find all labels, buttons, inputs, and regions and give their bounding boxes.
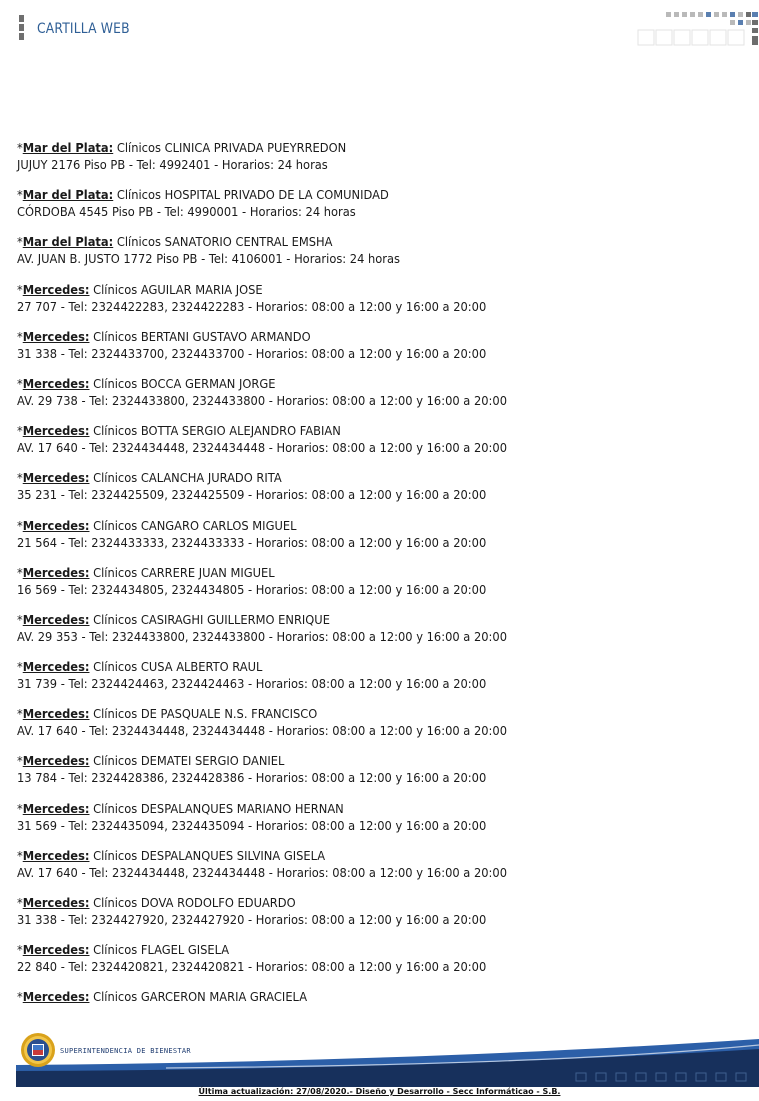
provider-heading — [17, 989, 694, 1006]
last-update-note: Última actualización: 27/08/2020.- Diseño y Desarrollo - Secc Informáticao - S.B. — [198, 1087, 561, 1096]
provider-address: 13 784 — [17, 771, 58, 786]
provider-heading — [17, 376, 694, 393]
provider-address: 31 338 — [17, 913, 58, 927]
provider-heading — [17, 423, 694, 440]
entry-marker: * — [17, 235, 23, 250]
provider-entry — [17, 282, 694, 316]
provider-address: 31 569 — [17, 818, 58, 833]
provider-entry — [17, 895, 694, 929]
provider-name: DESPALANQUES SILVINA GISELA — [140, 848, 326, 863]
provider-entry — [17, 234, 694, 268]
specialty: Clínicos — [116, 235, 161, 250]
provider-list — [17, 140, 737, 1020]
entry-marker: * — [17, 801, 23, 816]
provider-details: Tel: 2324422283, 2324422283 - Horarios: 08:00 a 12:00 y 16:00 a 20:00 — [68, 299, 487, 314]
entry-marker: * — [17, 282, 23, 297]
specialty: Clínicos — [93, 707, 138, 722]
specialty: Clínicos — [93, 754, 138, 769]
entry-marker: * — [17, 943, 23, 958]
provider-heading — [17, 565, 694, 582]
provider-entry — [17, 942, 694, 976]
provider-heading — [17, 282, 694, 299]
provider-name: BOCCA GERMAN JORGE — [140, 376, 276, 391]
organization-name: SUPERINTENDENCIA DE BIENESTAR — [60, 1047, 191, 1055]
provider-address: AV. 17 640 — [17, 441, 78, 456]
city-label: Mercedes: — [22, 990, 90, 1005]
specialty: Clínicos — [93, 376, 138, 391]
provider-address: 31 739 — [17, 677, 58, 692]
entry-marker: * — [17, 141, 23, 155]
provider-entry — [17, 187, 694, 221]
specialty: Clínicos — [116, 188, 161, 203]
provider-address: AV. 29 738 — [17, 393, 78, 408]
page-title: CARTILLA WEB — [37, 21, 130, 37]
provider-name: GARCERON MARIA GRACIELA — [140, 990, 308, 1005]
entry-marker: * — [17, 518, 23, 533]
specialty: Clínicos — [93, 282, 138, 297]
provider-entry — [17, 801, 694, 835]
provider-heading — [17, 518, 694, 535]
city-label: Mar del Plata: — [22, 188, 114, 203]
provider-name: BOTTA SERGIO ALEJANDRO FABIAN — [140, 424, 341, 439]
specialty: Clínicos — [93, 424, 138, 439]
city-label: Mercedes: — [22, 565, 90, 580]
provider-contact: 31 569 - Tel: 2324435094, 2324435094 - Horarios: 08:00 a 12:00 y 16:00 a 20:00 — [17, 818, 487, 833]
header-bar-icon — [19, 15, 24, 22]
provider-details: Tel: 4992401 - Horarios: 24 horas — [136, 158, 328, 172]
city-label: Mercedes: — [22, 471, 90, 486]
provider-contact: AV. 17 640 - Tel: 2324434448, 2324434448 - Horarios: 08:00 a 12:00 y 16:00 a 20:00 — [17, 865, 507, 880]
provider-entry — [17, 376, 694, 410]
entry-marker: * — [17, 848, 23, 863]
provider-name: CLINICA PRIVADA PUEYRREDON — [164, 141, 347, 155]
provider-heading — [17, 329, 694, 346]
provider-name: HOSPITAL PRIVADO DE LA COMUNIDAD — [164, 188, 389, 203]
entry-marker: * — [17, 660, 23, 675]
provider-heading — [17, 612, 694, 629]
provider-contact: 27 707 - Tel: 2324422283, 2324422283 - Horarios: 08:00 a 12:00 y 16:00 a 20:00 — [17, 299, 487, 314]
city-label: Mercedes: — [22, 801, 90, 816]
provider-contact: CÓRDOBA 4545 Piso PB - Tel: 4990001 - Horarios: 24 horas — [17, 205, 356, 220]
provider-contact: 35 231 - Tel: 2324425509, 2324425509 - Horarios: 08:00 a 12:00 y 16:00 a 20:00 — [17, 488, 487, 503]
provider-address: AV. JUAN B. JUSTO 1772 Piso PB — [17, 252, 198, 267]
specialty: Clínicos — [93, 801, 138, 816]
provider-contact: 31 739 - Tel: 2324424463, 2324424463 - Horarios: 08:00 a 12:00 y 16:00 a 20:00 — [17, 677, 487, 692]
provider-details: Tel: 2324425509, 2324425509 - Horarios: 08:00 a 12:00 y 16:00 a 20:00 — [68, 488, 487, 503]
header-pattern-icon — [636, 10, 759, 48]
provider-details: Tel: 2324424463, 2324424463 - Horarios: 08:00 a 12:00 y 16:00 a 20:00 — [68, 677, 487, 692]
provider-entry — [17, 706, 694, 740]
entry-marker: * — [17, 565, 23, 580]
city-label: Mercedes: — [22, 896, 90, 910]
provider-contact: JUJUY 2176 Piso PB - Tel: 4992401 - Horarios: 24 horas — [17, 158, 328, 172]
entry-marker: * — [17, 707, 23, 722]
provider-details: Tel: 2324427920, 2324427920 - Horarios: 08:00 a 12:00 y 16:00 a 20:00 — [68, 913, 487, 927]
specialty: Clínicos — [93, 848, 138, 863]
provider-address: 21 564 — [17, 535, 58, 550]
city-label: Mercedes: — [22, 329, 90, 344]
provider-name: SANATORIO CENTRAL EMSHA — [164, 235, 333, 250]
provider-address: AV. 17 640 — [17, 724, 78, 739]
city-label: Mercedes: — [22, 754, 90, 769]
provider-entry — [17, 659, 694, 693]
provider-contact: 13 784 - Tel: 2324428386, 2324428386 - Horarios: 08:00 a 12:00 y 16:00 a 20:00 — [17, 771, 487, 786]
provider-address: 27 707 — [17, 299, 58, 314]
specialty: Clínicos — [116, 141, 161, 155]
provider-name: CARRERE JUAN MIGUEL — [140, 565, 275, 580]
provider-contact: AV. 29 353 - Tel: 2324433800, 2324433800 - Horarios: 08:00 a 12:00 y 16:00 a 20:00 — [17, 629, 507, 644]
provider-name: DEMATEI SERGIO DANIEL — [140, 754, 285, 769]
provider-address: 22 840 — [17, 960, 58, 975]
page-footer — [0, 1025, 759, 1101]
city-label: Mercedes: — [22, 660, 90, 675]
provider-entry — [17, 565, 694, 599]
provider-heading — [17, 659, 694, 676]
provider-contact: 22 840 - Tel: 2324420821, 2324420821 - Horarios: 08:00 a 12:00 y 16:00 a 20:00 — [17, 960, 487, 975]
provider-details: Tel: 2324434448, 2324434448 - Horarios: 08:00 a 12:00 y 16:00 a 20:00 — [89, 865, 507, 880]
entry-marker: * — [17, 896, 23, 910]
provider-address: 16 569 — [17, 582, 58, 597]
provider-address: 35 231 — [17, 488, 58, 503]
provider-address: AV. 17 640 — [17, 865, 78, 880]
provider-contact: 31 338 - Tel: 2324433700, 2324433700 - Horarios: 08:00 a 12:00 y 16:00 a 20:00 — [17, 346, 487, 361]
header-bar-icon — [19, 33, 24, 40]
provider-details: Tel: 2324428386, 2324428386 - Horarios: 08:00 a 12:00 y 16:00 a 20:00 — [68, 771, 487, 786]
specialty: Clínicos — [93, 896, 138, 910]
specialty: Clínicos — [93, 943, 138, 958]
provider-heading — [17, 187, 694, 204]
footer-wave-icon — [16, 1037, 759, 1087]
provider-entry — [17, 989, 694, 1006]
specialty: Clínicos — [93, 518, 138, 533]
provider-details: Tel: 2324434805, 2324434805 - Horarios: 08:00 a 12:00 y 16:00 a 20:00 — [68, 582, 487, 597]
provider-contact: 16 569 - Tel: 2324434805, 2324434805 - Horarios: 08:00 a 12:00 y 16:00 a 20:00 — [17, 582, 487, 597]
entry-marker: * — [17, 471, 23, 486]
provider-contact: 31 338 - Tel: 2324427920, 2324427920 - Horarios: 08:00 a 12:00 y 16:00 a 20:00 — [17, 913, 487, 927]
provider-name: CASIRAGHI GUILLERMO ENRIQUE — [140, 612, 330, 627]
provider-name: DOVA RODOLFO EDUARDO — [140, 896, 296, 910]
provider-details: Tel: 4990001 - Horarios: 24 horas — [164, 205, 356, 220]
city-label: Mercedes: — [22, 282, 90, 297]
provider-name: DESPALANQUES MARIANO HERNAN — [140, 801, 344, 816]
provider-address: CÓRDOBA 4545 Piso PB — [17, 205, 154, 220]
provider-address: 31 338 — [17, 346, 58, 361]
provider-details: Tel: 2324433700, 2324433700 - Horarios: 08:00 a 12:00 y 16:00 a 20:00 — [68, 346, 487, 361]
entry-marker: * — [17, 188, 23, 203]
entry-marker: * — [17, 376, 23, 391]
city-label: Mercedes: — [22, 424, 90, 439]
city-label: Mercedes: — [22, 707, 90, 722]
provider-name: CUSA ALBERTO RAUL — [140, 660, 263, 675]
provider-contact: 21 564 - Tel: 2324433333, 2324433333 - Horarios: 08:00 a 12:00 y 16:00 a 20:00 — [17, 535, 487, 550]
specialty: Clínicos — [93, 612, 138, 627]
city-label: Mercedes: — [22, 612, 90, 627]
provider-entry — [17, 470, 694, 504]
entry-marker: * — [17, 329, 23, 344]
city-label: Mar del Plata: — [22, 235, 114, 250]
provider-details: Tel: 2324433333, 2324433333 - Horarios: 08:00 a 12:00 y 16:00 a 20:00 — [68, 535, 487, 550]
provider-name: CALANCHA JURADO RITA — [140, 471, 282, 486]
provider-name: CANGARO CARLOS MIGUEL — [140, 518, 297, 533]
provider-contact: AV. 29 738 - Tel: 2324433800, 2324433800 - Horarios: 08:00 a 12:00 y 16:00 a 20:00 — [17, 393, 507, 408]
entry-marker: * — [17, 612, 23, 627]
city-label: Mercedes: — [22, 376, 90, 391]
provider-name: AGUILAR MARIA JOSE — [140, 282, 263, 297]
provider-heading — [17, 753, 694, 770]
provider-details: Tel: 2324433800, 2324433800 - Horarios: 08:00 a 12:00 y 16:00 a 20:00 — [89, 629, 507, 644]
entry-marker: * — [17, 990, 23, 1005]
specialty: Clínicos — [93, 990, 138, 1005]
provider-heading — [17, 895, 694, 912]
provider-heading — [17, 140, 694, 157]
city-label: Mercedes: — [22, 943, 90, 958]
specialty: Clínicos — [93, 329, 138, 344]
provider-address: JUJUY 2176 Piso PB — [17, 158, 126, 172]
provider-heading — [17, 942, 694, 959]
provider-heading — [17, 801, 694, 818]
specialty: Clínicos — [93, 565, 138, 580]
provider-name: FLAGEL GISELA — [140, 943, 230, 958]
city-label: Mercedes: — [22, 848, 90, 863]
entry-marker: * — [17, 424, 23, 439]
provider-address: AV. 29 353 — [17, 629, 78, 644]
provider-entry — [17, 753, 694, 787]
provider-details: Tel: 2324435094, 2324435094 - Horarios: 08:00 a 12:00 y 16:00 a 20:00 — [68, 818, 487, 833]
provider-entry — [17, 329, 694, 363]
provider-heading — [17, 706, 694, 723]
provider-entry — [17, 612, 694, 646]
provider-name: BERTANI GUSTAVO ARMANDO — [140, 329, 311, 344]
header-bar-icon — [19, 24, 24, 31]
provider-heading — [17, 234, 694, 251]
provider-entry — [17, 423, 694, 457]
provider-entry — [17, 140, 694, 174]
provider-details: Tel: 2324420821, 2324420821 - Horarios: 08:00 a 12:00 y 16:00 a 20:00 — [68, 960, 487, 975]
entry-marker: * — [17, 754, 23, 769]
city-label: Mercedes: — [22, 518, 90, 533]
specialty: Clínicos — [93, 660, 138, 675]
provider-name: DE PASQUALE N.S. FRANCISCO — [140, 707, 318, 722]
provider-details: Tel: 2324433800, 2324433800 - Horarios: 08:00 a 12:00 y 16:00 a 20:00 — [89, 393, 507, 408]
institution-logo — [20, 1032, 56, 1068]
city-label: Mar del Plata: — [22, 141, 114, 155]
provider-contact: AV. 17 640 - Tel: 2324434448, 2324434448 - Horarios: 08:00 a 12:00 y 16:00 a 20:00 — [17, 724, 507, 739]
page-header — [0, 0, 759, 60]
provider-heading — [17, 848, 694, 865]
specialty: Clínicos — [93, 471, 138, 486]
provider-entry — [17, 518, 694, 552]
provider-details: Tel: 4106001 - Horarios: 24 horas — [208, 252, 400, 267]
provider-contact: AV. JUAN B. JUSTO 1772 Piso PB - Tel: 4106001 - Horarios: 24 horas — [17, 252, 400, 267]
provider-details: Tel: 2324434448, 2324434448 - Horarios: 08:00 a 12:00 y 16:00 a 20:00 — [89, 441, 507, 456]
provider-contact: AV. 17 640 - Tel: 2324434448, 2324434448 - Horarios: 08:00 a 12:00 y 16:00 a 20:00 — [17, 441, 507, 456]
provider-entry — [17, 848, 694, 882]
provider-heading — [17, 470, 694, 487]
provider-details: Tel: 2324434448, 2324434448 - Horarios: 08:00 a 12:00 y 16:00 a 20:00 — [89, 724, 507, 739]
